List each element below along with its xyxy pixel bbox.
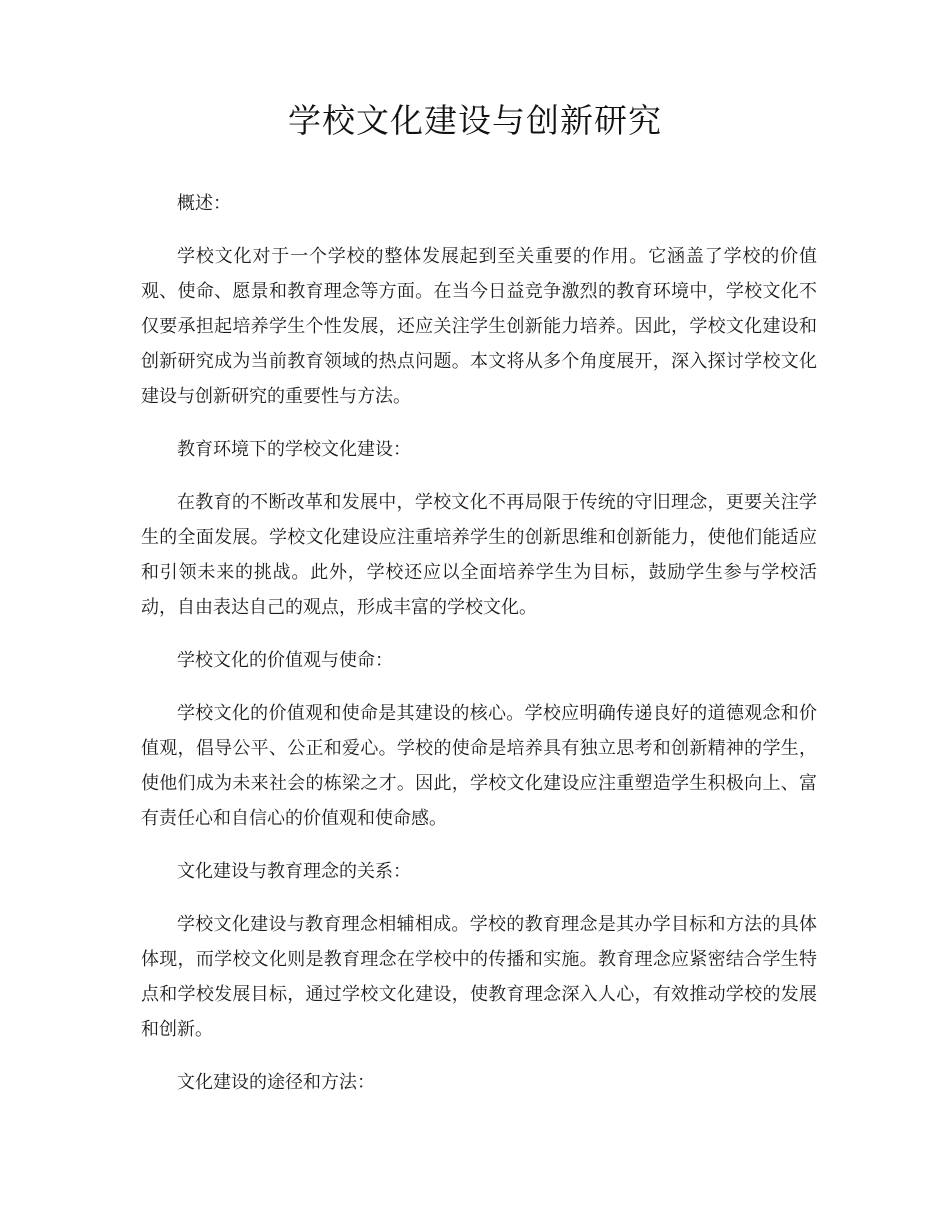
section-heading-education-environment: 教育环境下的学校文化建设： xyxy=(177,439,411,460)
section-heading-values-mission: 学校文化的价值观与使命： xyxy=(177,650,393,671)
section-heading-approaches-methods: 文化建设的途径和方法： xyxy=(177,1072,375,1093)
paragraph-overview: 学校文化对于一个学校的整体发展起到至关重要的作用。它涵盖了学校的价值观、使命、愿景和教育理念等方面。在当今日益竞争激烈的教育环境中，学校文化不仅要承担起培养学生个性发展，还应关注学生创新能力培养。因此，学校文化建设和创新研究成为当前教育领域的热点问题。本文将从多个角度展开，深入探讨学校文化建设与创新研究的重要性与方法。 xyxy=(141,246,817,407)
paragraph-values-mission: 学校文化的价值观和使命是其建设的核心。学校应明确传递良好的道德观念和价值观，倡导公平、公正和爱心。学校的使命是培养具有独立思考和创新精神的学生，使他们成为未来社会的栋梁之才。因此，学校文化建设应注重塑造学生积极向上、富有责任心和自信心的价值观和使命感。 xyxy=(141,703,817,829)
document-title: 学校文化建设与创新研究 xyxy=(288,101,662,140)
paragraph-education-environment: 在教育的不断改革和发展中，学校文化不再局限于传统的守旧理念，更要关注学生的全面发展。学校文化建设应注重培养学生的创新思维和创新能力，使他们能适应和引领未来的挑战。此外，学校还应以全面培养学生为目标，鼓励学生参与学校活动，自由表达自己的观点，形成丰富的学校文化。 xyxy=(141,492,817,618)
section-heading-overview: 概述： xyxy=(177,193,231,214)
paragraph-culture-philosophy: 学校文化建设与教育理念相辅相成。学校的教育理念是其办学目标和方法的具体体现，而学校文化则是教育理念在学校中的传播和实施。教育理念应紧密结合学生特点和学校发展目标，通过学校文化建设，使教育理念深入人心，有效推动学校的发展和创新。 xyxy=(141,914,817,1040)
section-heading-culture-philosophy: 文化建设与教育理念的关系： xyxy=(177,861,411,882)
document-body xyxy=(141,186,817,1118)
